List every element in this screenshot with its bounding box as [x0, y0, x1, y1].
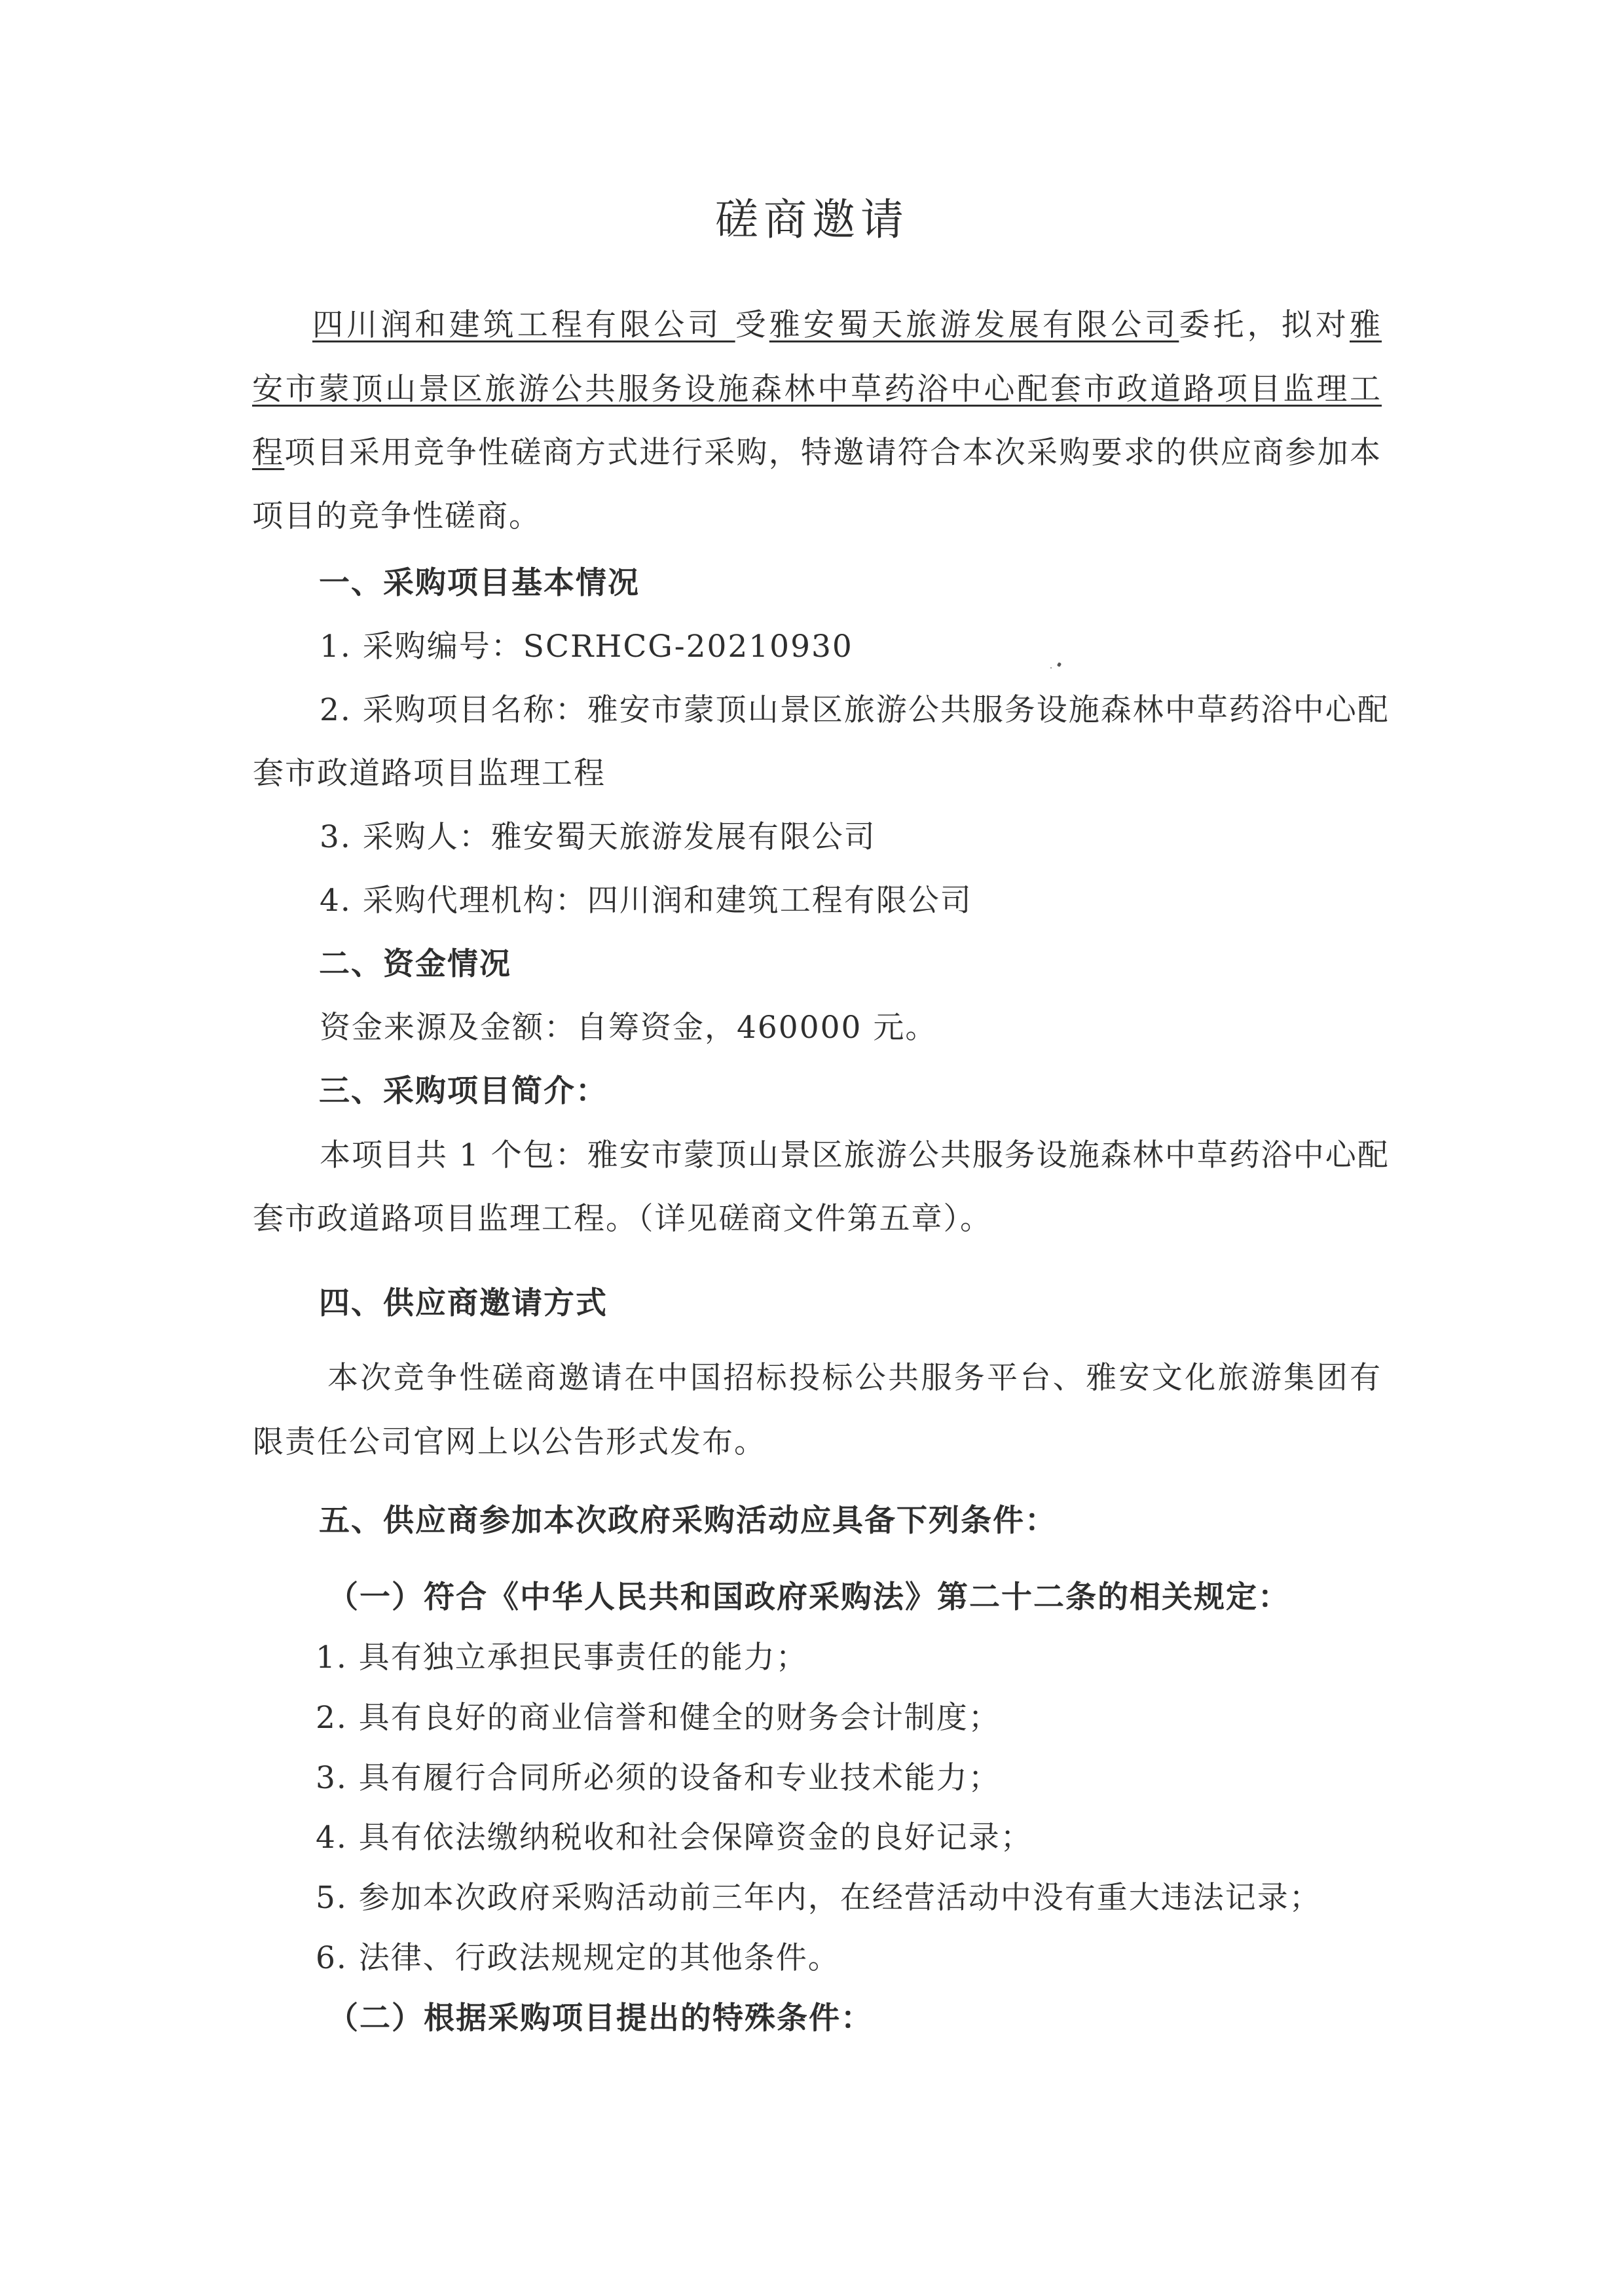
section-4-heading: 四、供应商邀请方式 [319, 1285, 608, 1321]
funding-source: 资金来源及金额：自筹资金，460000 元。 [320, 1010, 938, 1046]
intro-text: 受 [735, 307, 769, 343]
section-1-heading: 一、采购项目基本情况 [319, 565, 640, 601]
condition-item: 3. 具有履行合同所必须的设备和专业技术能力； [316, 1760, 1001, 1796]
condition-item: 4. 具有依法缴纳税收和社会保障资金的良好记录； [316, 1820, 1033, 1856]
section-3-heading: 三、采购项目简介： [319, 1073, 608, 1109]
condition-item: 1. 具有独立承担民事责任的能力； [316, 1640, 808, 1676]
project-name-start: 雅 [1350, 307, 1382, 343]
project-summary-line-2: 套市政道路项目监理工程。（详见磋商文件第五章）。 [253, 1201, 992, 1237]
intro-text: 项目采用竞争性磋商方式进行采购，特邀请符合本次采购要求的供应商参加本 [284, 435, 1382, 471]
purchaser: 3. 采购人：雅安蜀天旅游发展有限公司 [320, 819, 876, 855]
condition-item: 5. 参加本次政府采购活动前三年内，在经营活动中没有重大违法记录； [316, 1880, 1321, 1916]
intro-line-1 [312, 306, 1382, 345]
invitation-method-line-1: 本次竞争性磋商邀请在中国招标投标公共服务平台、雅安文化旅游集团有 [327, 1360, 1382, 1396]
section-5-heading: 五、供应商参加本次政府采购活动应具备下列条件： [319, 1503, 1057, 1539]
scan-speck [1050, 667, 1052, 669]
procurement-number: 1. 采购编号：SCRHCG-20210930 [320, 629, 853, 665]
condition-item: 6. 法律、行政法规规定的其他条件。 [316, 1940, 840, 1976]
page-title: 磋商邀请 [715, 194, 909, 245]
intro-text: 委托，拟对 [1179, 307, 1350, 343]
project-name-end: 程 [252, 435, 285, 471]
project-name-middle: 安市蒙顶山景区旅游公共服务设施森林中草药浴中心配套市政道路项目监理工 [252, 371, 1382, 407]
purchaser-name: 雅安蜀天旅游发展有限公司 [769, 307, 1179, 343]
agency-name: 四川润和建筑工程有限公司 [312, 307, 735, 343]
intro-line-4: 项目的竞争性磋商。 [252, 498, 541, 534]
section-2-heading: 二、资金情况 [319, 946, 511, 982]
procurement-agency: 4. 采购代理机构：四川润和建筑工程有限公司 [320, 883, 972, 919]
project-name-line-2: 套市政道路项目监理工程 [253, 756, 606, 792]
condition-item: 2. 具有良好的商业信誉和健全的财务会计制度； [316, 1700, 1001, 1736]
project-name-line-1: 2. 采购项目名称：雅安市蒙顶山景区旅游公共服务设施森林中草药浴中心配 [320, 692, 1390, 728]
intro-line-3 [252, 433, 1382, 473]
subsection-2-heading: （二）根据采购项目提出的特殊条件： [327, 2000, 873, 2036]
subsection-1-heading: （一）符合《中华人民共和国政府采购法》第二十二条的相关规定： [327, 1579, 1290, 1615]
scan-speck [1057, 662, 1061, 667]
invitation-method-line-2: 限责任公司官网上以公告形式发布。 [253, 1424, 766, 1460]
intro-line-2 [252, 370, 1382, 409]
project-summary-line-1: 本项目共 1 个包：雅安市蒙顶山景区旅游公共服务设施森林中草药浴中心配 [320, 1137, 1390, 1173]
